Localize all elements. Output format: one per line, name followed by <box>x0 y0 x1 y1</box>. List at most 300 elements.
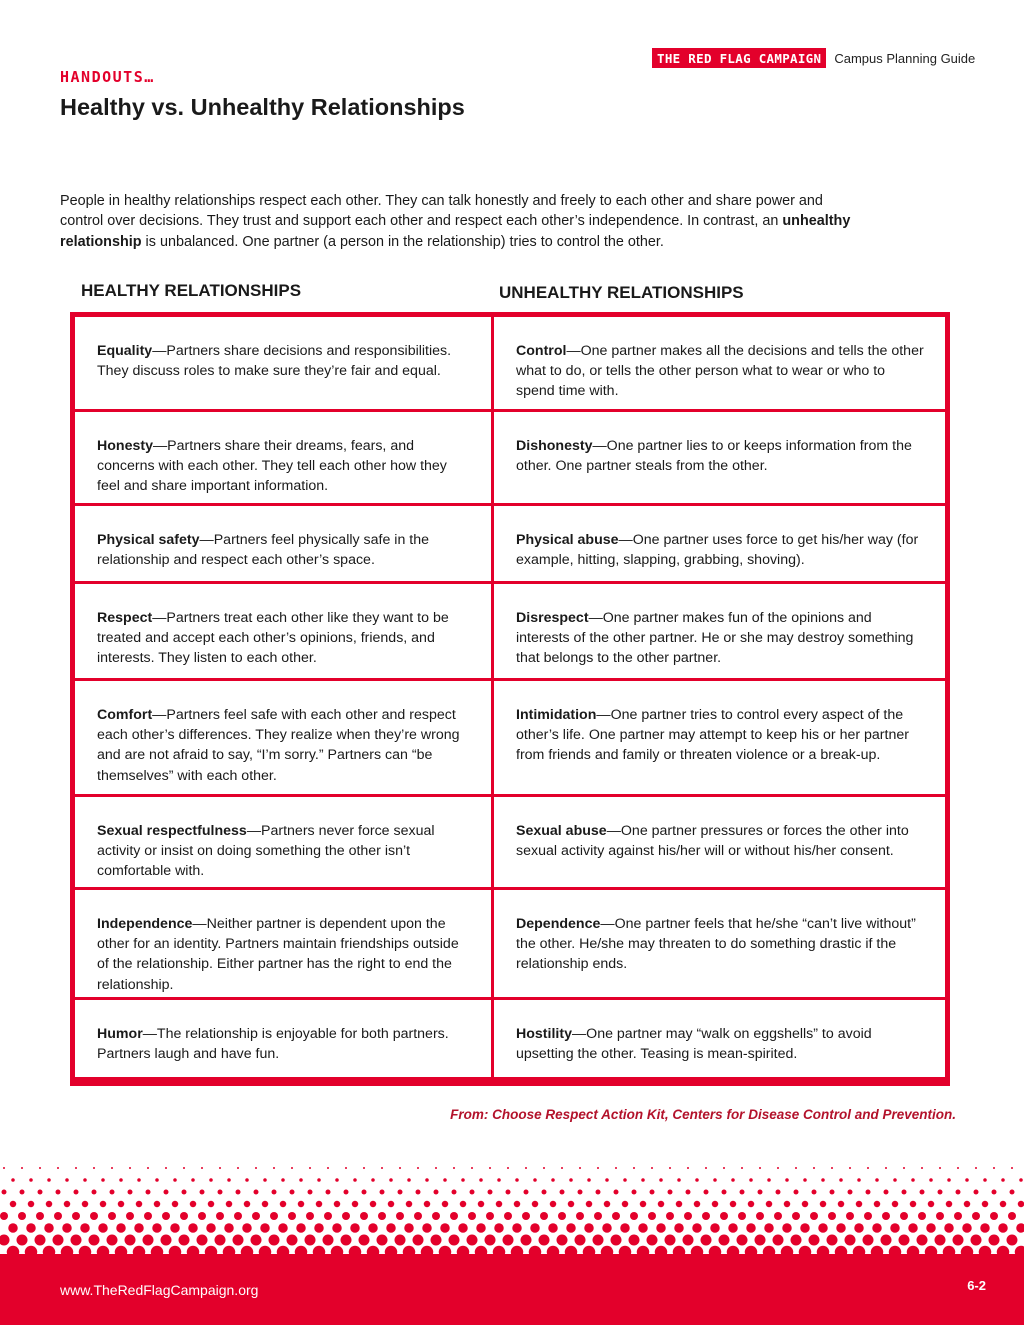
dot <box>550 1201 557 1208</box>
dot <box>632 1190 637 1195</box>
dot <box>190 1201 197 1208</box>
dot <box>874 1201 881 1208</box>
dot <box>980 1223 990 1233</box>
dot <box>335 1178 339 1182</box>
dot <box>89 1235 100 1246</box>
dot <box>54 1212 62 1220</box>
dot <box>893 1178 897 1182</box>
dot <box>1007 1235 1018 1246</box>
dot <box>774 1212 782 1220</box>
dot <box>723 1167 725 1169</box>
dot <box>812 1190 817 1195</box>
dot <box>324 1212 332 1220</box>
dot <box>488 1190 493 1195</box>
dot <box>846 1212 854 1220</box>
dot <box>953 1235 964 1246</box>
dot <box>399 1167 401 1169</box>
dot <box>44 1223 54 1233</box>
dot <box>884 1190 889 1195</box>
dot <box>389 1178 393 1182</box>
dot <box>65 1178 69 1182</box>
healthy-cell <box>75 1000 491 1077</box>
dot <box>659 1178 663 1182</box>
dot <box>920 1190 925 1195</box>
dot <box>903 1167 905 1169</box>
dot <box>848 1190 853 1195</box>
dot <box>560 1190 565 1195</box>
unhealthy-cell <box>494 797 945 887</box>
dot <box>944 1223 954 1233</box>
dot <box>173 1178 177 1182</box>
dot <box>129 1167 131 1169</box>
dot <box>57 1167 59 1169</box>
dot <box>270 1212 278 1220</box>
dot <box>720 1212 728 1220</box>
dot <box>252 1212 260 1220</box>
dot <box>370 1201 377 1208</box>
dot <box>263 1178 267 1182</box>
healthy-column-heading: HEALTHY RELATIONSHIPS <box>81 281 302 300</box>
description: —One partner makes all the decisions and tells the other what to do, or tells the other person what to wear or who to spend time with. <box>516 343 924 400</box>
dot <box>245 1178 249 1182</box>
dot <box>126 1212 134 1220</box>
dot <box>107 1235 118 1246</box>
dot <box>36 1212 44 1220</box>
dot <box>396 1212 404 1220</box>
dot <box>773 1235 784 1246</box>
dot <box>867 1167 869 1169</box>
dot <box>269 1235 280 1246</box>
dot <box>359 1235 370 1246</box>
dot <box>831 1167 833 1169</box>
dot <box>378 1212 386 1220</box>
dot <box>651 1167 653 1169</box>
dot <box>443 1178 447 1182</box>
dot <box>908 1223 918 1233</box>
dot <box>910 1201 917 1208</box>
dot <box>575 1235 586 1246</box>
dot <box>47 1178 51 1182</box>
dot <box>782 1223 792 1233</box>
dot <box>183 1167 185 1169</box>
dot <box>182 1190 187 1195</box>
description: —The relationship is enjoyable for both partners. Partners laugh and have fun. <box>97 1026 449 1063</box>
dot <box>288 1212 296 1220</box>
healthy-cell <box>75 317 491 409</box>
dot <box>218 1190 223 1195</box>
dot <box>497 1178 501 1182</box>
dot <box>197 1235 208 1246</box>
dot <box>946 1201 953 1208</box>
healthy-cell <box>75 412 491 503</box>
dot <box>838 1201 845 1208</box>
dot <box>407 1178 411 1182</box>
dot <box>416 1190 421 1195</box>
dot <box>152 1223 162 1233</box>
dot <box>432 1212 440 1220</box>
dot <box>623 1178 627 1182</box>
dot <box>921 1167 923 1169</box>
dot <box>530 1223 540 1233</box>
dot <box>731 1178 735 1182</box>
description: —One partner lies to or keeps information from the other. One partner steals from the other. <box>516 438 912 475</box>
dot <box>470 1190 475 1195</box>
dot <box>255 1167 257 1169</box>
description: —One partner may “walk on eggshells” to avoid upsetting the other. Teasing is mean-spirited. <box>516 1026 872 1063</box>
dot <box>863 1235 874 1246</box>
dot <box>561 1167 563 1169</box>
dot <box>272 1190 277 1195</box>
description: —Partners never force sexual activity or insist on doing something the other isn’t comfortable with. <box>97 823 435 880</box>
dot <box>450 1212 458 1220</box>
dot <box>317 1178 321 1182</box>
dot <box>755 1235 766 1246</box>
dot <box>360 1212 368 1220</box>
dot <box>594 1212 602 1220</box>
description: —One partner uses force to get his/her way (for example, hitting, slapping, grabbing, shoving). <box>516 532 919 569</box>
dot <box>972 1212 980 1220</box>
dot <box>839 1178 843 1182</box>
dot <box>776 1190 781 1195</box>
dot <box>596 1190 601 1195</box>
dot <box>694 1201 701 1208</box>
dot <box>521 1235 532 1246</box>
dot <box>10 1201 17 1208</box>
dot <box>146 1190 151 1195</box>
dot <box>431 1235 442 1246</box>
dot <box>206 1223 216 1233</box>
dot <box>362 1190 367 1195</box>
description: —One partner tries to control every aspect of the other’s life. One partner may attempt to keep his or her partner from friends and family or threaten violence or a break-up. <box>516 707 909 764</box>
dot <box>64 1201 71 1208</box>
description: —Neither partner is dependent upon the other for an identity. Partners maintain friendships outside of the relationship. Either partner has the right to end the relationship. <box>97 916 459 993</box>
dot <box>810 1212 818 1220</box>
dot <box>309 1167 311 1169</box>
dot <box>209 1178 213 1182</box>
dot <box>453 1167 455 1169</box>
dot <box>885 1167 887 1169</box>
dot <box>677 1178 681 1182</box>
dot <box>486 1212 494 1220</box>
dot <box>614 1190 619 1195</box>
dot <box>947 1178 951 1182</box>
dot <box>917 1235 928 1246</box>
term: Dependence <box>516 916 601 932</box>
description: —Partners feel safe with each other and respect each other’s differences. They realize when they’re wrong and are not afraid to say, “I’m sorry.” Partners can “be themselves” with each other. <box>97 707 460 784</box>
dot <box>39 1167 41 1169</box>
dot <box>291 1167 293 1169</box>
dot <box>821 1178 825 1182</box>
dot <box>629 1235 640 1246</box>
dot <box>111 1167 113 1169</box>
intro-bold: unhealthy relationship <box>60 213 851 250</box>
dot <box>386 1223 396 1233</box>
dot <box>449 1235 460 1246</box>
dot <box>308 1190 313 1195</box>
dot <box>93 1167 95 1169</box>
dot <box>503 1235 514 1246</box>
dot <box>83 1178 87 1182</box>
dot <box>622 1201 629 1208</box>
dot <box>198 1212 206 1220</box>
dot <box>900 1212 908 1220</box>
dot <box>476 1223 486 1233</box>
dot <box>136 1201 143 1208</box>
term: Independence <box>97 916 193 932</box>
dot <box>323 1235 334 1246</box>
dot <box>110 1190 115 1195</box>
dot <box>26 1223 36 1233</box>
dot <box>188 1223 198 1233</box>
dot <box>237 1167 239 1169</box>
description: —Partners treat each other like they want to be treated and accept each other’s opinions, friends, and interests. They listen to each other. <box>97 610 449 667</box>
dot <box>800 1223 810 1233</box>
dot <box>344 1190 349 1195</box>
term: Hostility <box>516 1026 572 1042</box>
dot <box>557 1235 568 1246</box>
dot <box>164 1190 169 1195</box>
dot <box>749 1178 753 1182</box>
comparison-table <box>70 312 950 1086</box>
dot <box>496 1201 503 1208</box>
dot <box>586 1201 593 1208</box>
dot <box>172 1201 179 1208</box>
dot <box>434 1190 439 1195</box>
unhealthy-cell <box>494 584 945 678</box>
dot <box>251 1235 262 1246</box>
dot <box>791 1235 802 1246</box>
dot <box>0 1235 10 1246</box>
dot <box>512 1223 522 1233</box>
dot <box>522 1212 530 1220</box>
dot <box>882 1212 890 1220</box>
dot <box>262 1201 269 1208</box>
dot <box>854 1223 864 1233</box>
dot <box>332 1223 342 1233</box>
dot <box>179 1235 190 1246</box>
dot <box>784 1201 791 1208</box>
dot <box>928 1201 935 1208</box>
dot <box>836 1223 846 1233</box>
dot <box>548 1223 558 1233</box>
dot <box>665 1235 676 1246</box>
dot <box>46 1201 53 1208</box>
dot <box>1019 1178 1023 1182</box>
dot <box>584 1223 594 1233</box>
dot <box>658 1201 665 1208</box>
dot <box>576 1212 584 1220</box>
dot <box>170 1223 180 1233</box>
dot <box>200 1190 205 1195</box>
dot <box>845 1235 856 1246</box>
dot <box>936 1212 944 1220</box>
dot <box>830 1190 835 1195</box>
dot <box>485 1235 496 1246</box>
dot <box>278 1223 288 1233</box>
dot <box>857 1178 861 1182</box>
dot <box>29 1178 33 1182</box>
dot <box>180 1212 188 1220</box>
dot <box>1000 1201 1007 1208</box>
dot <box>692 1223 702 1233</box>
dot <box>686 1190 691 1195</box>
dot <box>638 1223 648 1233</box>
dot <box>280 1201 287 1208</box>
dot <box>710 1223 720 1233</box>
dot <box>201 1167 203 1169</box>
dot <box>722 1190 727 1195</box>
dot <box>794 1190 799 1195</box>
dot <box>954 1212 962 1220</box>
unhealthy-cell <box>494 1000 945 1077</box>
dot <box>287 1235 298 1246</box>
dot <box>18 1212 26 1220</box>
dot <box>551 1178 555 1182</box>
dot <box>558 1212 566 1220</box>
dot <box>326 1190 331 1195</box>
dot <box>777 1167 779 1169</box>
dot <box>705 1167 707 1169</box>
term: Equality <box>97 343 153 359</box>
dot <box>684 1212 692 1220</box>
dot <box>938 1190 943 1195</box>
term: Honesty <box>97 438 153 454</box>
dot <box>827 1235 838 1246</box>
dot <box>666 1212 674 1220</box>
dot <box>290 1190 295 1195</box>
dot <box>98 1223 108 1233</box>
dot <box>998 1223 1008 1233</box>
dot <box>125 1235 136 1246</box>
dot <box>605 1178 609 1182</box>
dot <box>964 1201 971 1208</box>
intro-text-1: People in healthy relationships respect each other. They can talk honestly and freely to each other and share power and control over decisions. They trust and support each other and respect each other’s independence. In contrast, an <box>60 193 823 230</box>
dot <box>809 1235 820 1246</box>
dot <box>62 1223 72 1233</box>
dot <box>543 1167 545 1169</box>
dot <box>56 1190 61 1195</box>
dot <box>314 1223 324 1233</box>
dot <box>648 1212 656 1220</box>
dot <box>417 1167 419 1169</box>
description: —Partners share their dreams, fears, and concerns with each other. They tell each other how they feel and share important information. <box>97 438 447 495</box>
dot <box>935 1235 946 1246</box>
dot <box>334 1201 341 1208</box>
dot <box>525 1167 527 1169</box>
dot <box>118 1201 125 1208</box>
dot <box>730 1201 737 1208</box>
source-citation: From: Choose Respect Action Kit, Centers for Disease Control and Prevention. <box>450 1107 956 1122</box>
dot <box>75 1167 77 1169</box>
dot <box>792 1212 800 1220</box>
dot <box>785 1178 789 1182</box>
term: Sexual abuse <box>516 823 607 839</box>
dot <box>224 1223 234 1233</box>
dot <box>578 1190 583 1195</box>
dot <box>306 1212 314 1220</box>
dot <box>460 1201 467 1208</box>
dot <box>892 1201 899 1208</box>
term: Sexual respectfulness <box>97 823 247 839</box>
dot <box>236 1190 241 1195</box>
dot <box>296 1223 306 1233</box>
dot <box>254 1190 259 1195</box>
description: —One partner makes fun of the opinions and interests of the other partner. He or she may destroy something that belongs to the other partner. <box>516 610 914 667</box>
dot <box>134 1223 144 1233</box>
dot <box>467 1235 478 1246</box>
healthy-cell <box>75 797 491 887</box>
dot <box>737 1235 748 1246</box>
dot <box>899 1235 910 1246</box>
dot <box>849 1167 851 1169</box>
dot <box>422 1223 432 1233</box>
dot <box>957 1167 959 1169</box>
dot <box>668 1190 673 1195</box>
dot <box>911 1178 915 1182</box>
dot <box>494 1223 504 1233</box>
description: —Partners feel physically safe in the relationship and respect each other’s space. <box>97 532 430 569</box>
brand-logo: THE RED FLAG CAMPAIGN <box>652 48 826 68</box>
unhealthy-column-heading: UNHEALTHY RELATIONSHIPS <box>499 283 744 302</box>
description: —One partner feels that he/she “can’t live without” the other. He/she may threaten to do something drastic if the relationship ends. <box>516 916 916 973</box>
dot <box>234 1212 242 1220</box>
dot <box>28 1201 35 1208</box>
dot <box>108 1212 116 1220</box>
dot <box>154 1201 161 1208</box>
dot <box>352 1201 359 1208</box>
dot <box>17 1235 28 1246</box>
dot <box>748 1201 755 1208</box>
dot <box>53 1235 64 1246</box>
unhealthy-cell <box>494 890 945 997</box>
footer-url: www.TheRedFlagCampaign.org <box>60 1282 259 1298</box>
dot <box>983 1178 987 1182</box>
dot <box>890 1223 900 1233</box>
dot <box>216 1212 224 1220</box>
dot <box>90 1212 98 1220</box>
dot <box>260 1223 270 1233</box>
dot <box>640 1201 647 1208</box>
dot <box>593 1235 604 1246</box>
dot <box>568 1201 575 1208</box>
dot <box>759 1167 761 1169</box>
dot <box>72 1212 80 1220</box>
dot <box>299 1178 303 1182</box>
dot <box>101 1178 105 1182</box>
dot <box>719 1235 730 1246</box>
dot <box>974 1190 979 1195</box>
dot <box>35 1235 46 1246</box>
dot <box>305 1235 316 1246</box>
dot <box>471 1167 473 1169</box>
dot <box>532 1201 539 1208</box>
dot <box>813 1167 815 1169</box>
dot <box>377 1235 388 1246</box>
dot <box>989 1235 1000 1246</box>
dot <box>566 1223 576 1233</box>
dot <box>273 1167 275 1169</box>
dot <box>21 1167 23 1169</box>
dot <box>440 1223 450 1233</box>
dot <box>71 1235 82 1246</box>
dot <box>461 1178 465 1182</box>
dot <box>363 1167 365 1169</box>
dot <box>435 1167 437 1169</box>
dot <box>128 1190 133 1195</box>
dot <box>926 1223 936 1233</box>
dot <box>8 1223 18 1233</box>
dot <box>515 1178 519 1182</box>
